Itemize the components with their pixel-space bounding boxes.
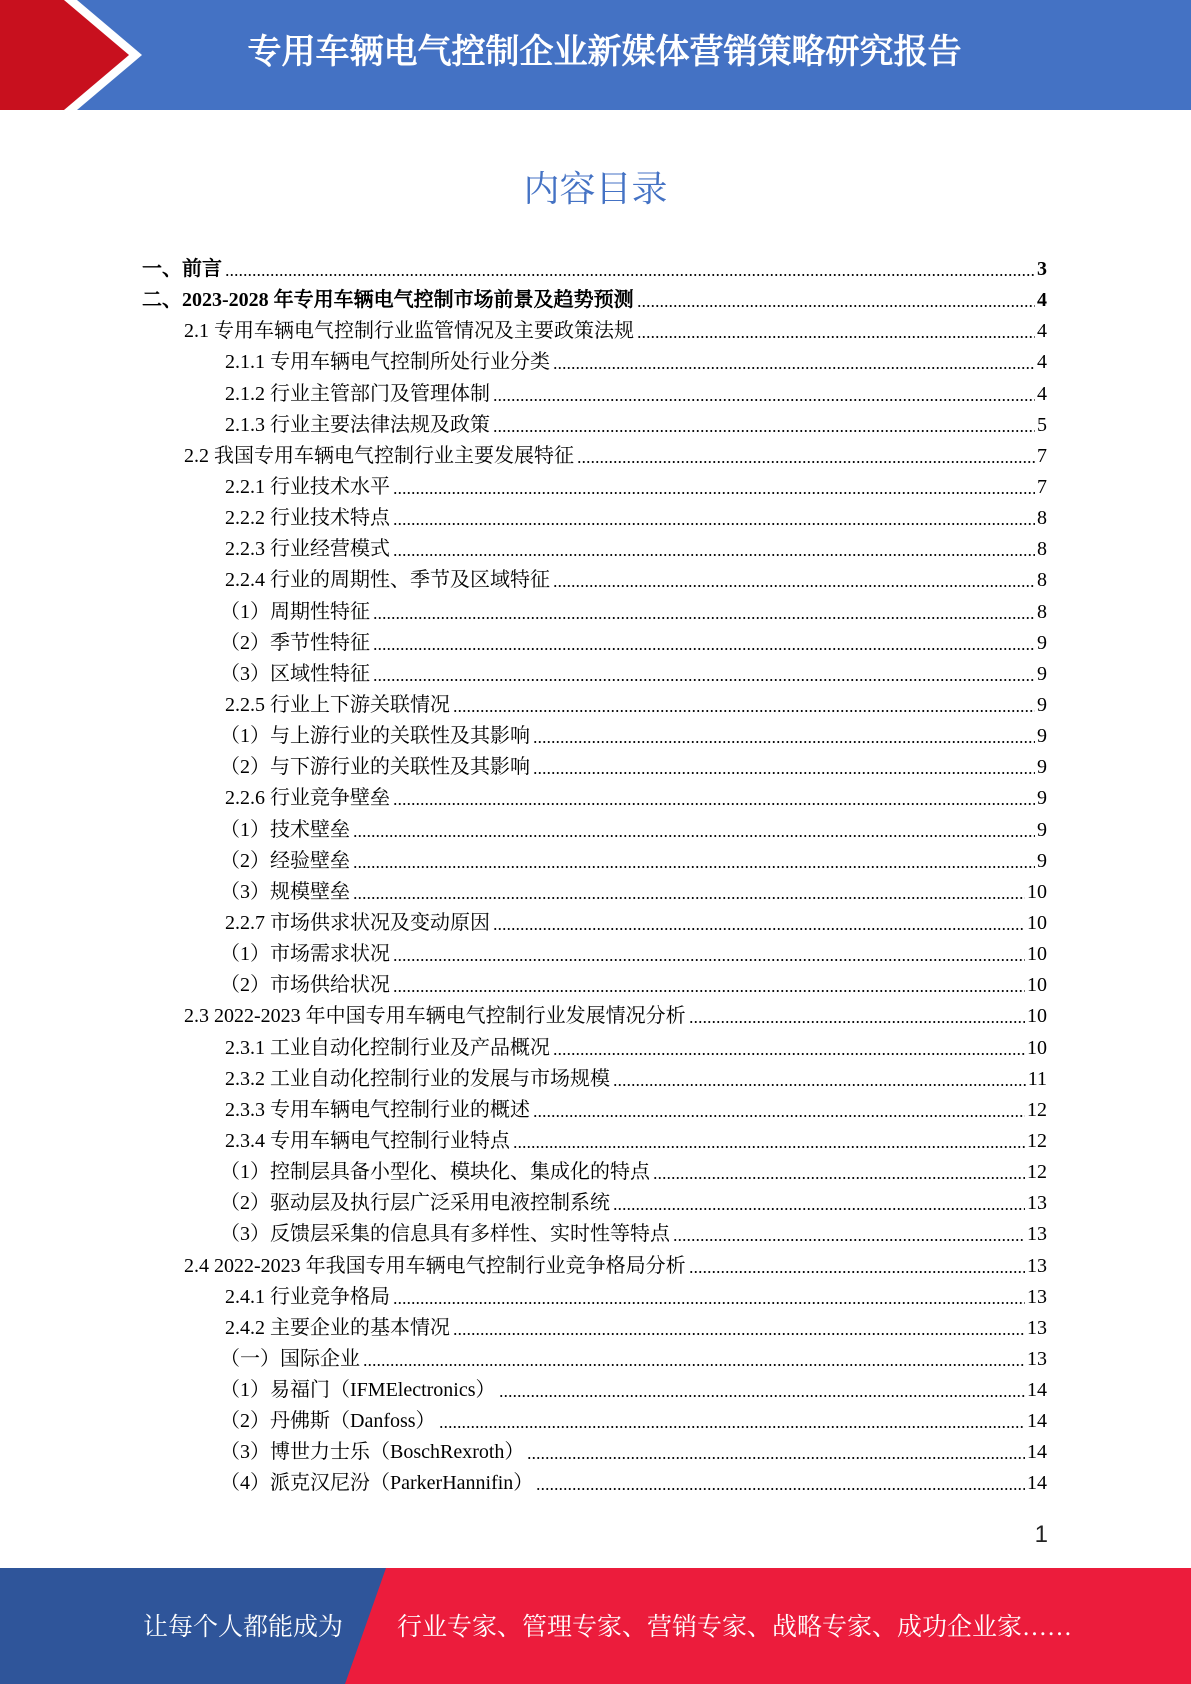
dot-leader (373, 597, 1035, 628)
report-title: 专用车辆电气控制企业新媒体营销策略研究报告 (247, 32, 962, 72)
dot-leader (653, 1157, 1025, 1188)
toc-entry-page: 10 (1027, 943, 1047, 966)
toc-entry[interactable] (142, 846, 1047, 877)
toc-entry-title: （2）季节性特征 (220, 631, 370, 654)
report-header (0, 0, 1191, 110)
toc-entry[interactable] (142, 1126, 1047, 1157)
dot-leader (439, 1406, 1025, 1437)
toc-entry-title: （3）规模壁垒 (220, 880, 350, 903)
dot-leader (513, 1126, 1025, 1157)
dot-leader (527, 1437, 1025, 1468)
toc-entry-page: 9 (1037, 662, 1047, 685)
toc-entry[interactable] (142, 1406, 1047, 1437)
toc-entry-title: （1）易福门（IFMElectronics） (220, 1379, 496, 1402)
toc-entry-page: 9 (1037, 818, 1047, 841)
dot-leader (393, 503, 1035, 534)
dot-leader (553, 347, 1035, 378)
toc-entry[interactable] (142, 534, 1047, 565)
toc-entry[interactable] (142, 565, 1047, 596)
toc-entry-title: 2.2.7 市场供求状况及变动原因 (225, 911, 490, 934)
toc-entry-page: 3 (1037, 258, 1047, 280)
dot-leader (689, 1001, 1025, 1032)
toc-entry-title: （3）反馈层采集的信息具有多样性、实时性等特点 (220, 1223, 670, 1246)
toc-entry-title: （1）市场需求状况 (220, 943, 390, 966)
toc-entry[interactable] (142, 1282, 1047, 1313)
toc-entry[interactable] (142, 908, 1047, 939)
toc-entry[interactable] (142, 379, 1047, 410)
toc-entry-title: （1）周期性特征 (220, 600, 370, 623)
toc-entry-page: 9 (1037, 849, 1047, 872)
toc-entry[interactable] (142, 410, 1047, 441)
toc-entry[interactable] (142, 1313, 1047, 1344)
toc-entry-page: 10 (1027, 974, 1047, 997)
toc-entry[interactable] (142, 1064, 1047, 1095)
toc-entry-page: 13 (1027, 1285, 1047, 1308)
toc-entry[interactable] (142, 1468, 1047, 1499)
dot-leader (393, 534, 1035, 565)
toc-entry[interactable] (142, 877, 1047, 908)
toc-entry[interactable] (142, 285, 1047, 316)
toc-entry-title: （1）与上游行业的关联性及其影响 (220, 725, 530, 748)
dot-leader (613, 1188, 1025, 1219)
toc-entry-title: （2）与下游行业的关联性及其影响 (220, 756, 530, 779)
toc-entry[interactable] (142, 1188, 1047, 1219)
toc-entry-title: 2.4.1 行业竞争格局 (225, 1285, 390, 1308)
toc-entry[interactable] (142, 1001, 1047, 1032)
toc-entry-title: 2.3.2 工业自动化控制行业的发展与市场规模 (225, 1067, 610, 1090)
toc-entry-page: 13 (1027, 1347, 1047, 1370)
dot-leader (613, 1064, 1026, 1095)
toc-entry[interactable] (142, 1344, 1047, 1375)
toc-entry-title: （2）市场供给状况 (220, 974, 390, 997)
toc-entry[interactable] (142, 316, 1047, 347)
dot-leader (453, 690, 1035, 721)
toc-entry-title: 2.3.4 专用车辆电气控制行业特点 (225, 1129, 510, 1152)
dot-leader (393, 939, 1025, 970)
toc-entry-page: 10 (1027, 1036, 1047, 1059)
table-of-contents (142, 254, 1047, 1500)
toc-entry-page: 8 (1037, 600, 1047, 623)
toc-entry-page: 12 (1027, 1161, 1047, 1184)
dot-leader (225, 254, 1035, 285)
toc-entry-page: 8 (1037, 507, 1047, 530)
dot-leader (533, 752, 1035, 783)
toc-entry-page: 14 (1027, 1410, 1047, 1433)
toc-entry-page: 7 (1037, 475, 1047, 498)
toc-entry-title: 2.1.2 行业主管部门及管理体制 (225, 382, 490, 405)
toc-entry[interactable] (142, 347, 1047, 378)
toc-entry-page: 9 (1037, 725, 1047, 748)
toc-entry-title: 2.4 2022-2023 年我国专用车辆电气控制行业竞争格局分析 (184, 1254, 686, 1277)
toc-entry-page: 8 (1037, 538, 1047, 561)
dot-leader (363, 1344, 1025, 1375)
toc-entry[interactable] (142, 752, 1047, 783)
toc-entry-page: 12 (1027, 1129, 1047, 1152)
toc-entry-title: （2）经验壁垒 (220, 849, 350, 872)
toc-entry-page: 13 (1027, 1192, 1047, 1215)
dot-leader (553, 1033, 1025, 1064)
toc-entry-title: （3）区域性特征 (220, 662, 370, 685)
toc-entry-page: 4 (1037, 289, 1047, 312)
footer-slogan-left: 让每个人都能成为 (143, 1614, 344, 1641)
toc-entry[interactable] (142, 441, 1047, 472)
toc-entry-page: 10 (1027, 880, 1047, 903)
toc-entry-title: 2.1.3 行业主要法律法规及政策 (225, 413, 490, 436)
toc-entry-page: 9 (1037, 787, 1047, 810)
toc-entry-title: （2）驱动层及执行层广泛采用电液控制系统 (220, 1192, 610, 1215)
dot-leader (393, 970, 1025, 1001)
toc-entry-title: （1）技术壁垒 (220, 818, 350, 841)
toc-entry-title: 2.2.5 行业上下游关联情况 (225, 693, 450, 716)
toc-entry-page: 14 (1027, 1441, 1047, 1464)
toc-entry[interactable] (142, 690, 1047, 721)
toc-heading: 内容目录 (523, 169, 668, 210)
toc-entry[interactable] (142, 1095, 1047, 1126)
toc-entry-page: 13 (1027, 1223, 1047, 1246)
toc-entry-title: 二、2023-2028 年专用车辆电气控制市场前景及趋势预测 (142, 289, 634, 312)
toc-entry-title: 2.2.6 行业竞争壁垒 (225, 787, 390, 810)
toc-entry[interactable] (142, 1033, 1047, 1064)
toc-entry[interactable] (142, 1251, 1047, 1282)
dot-leader (373, 659, 1035, 690)
dot-leader (533, 1095, 1025, 1126)
dot-leader (393, 783, 1035, 814)
dot-leader (553, 565, 1035, 596)
toc-entry-page: 7 (1037, 444, 1047, 467)
toc-entry-page: 14 (1027, 1379, 1047, 1402)
toc-entry-page: 5 (1037, 413, 1047, 436)
toc-entry-page: 4 (1037, 382, 1047, 405)
dot-leader (499, 1375, 1025, 1406)
toc-entry-title: 2.4.2 主要企业的基本情况 (225, 1316, 450, 1339)
dot-leader (689, 1251, 1025, 1282)
dot-leader (493, 908, 1025, 939)
report-footer (0, 1568, 1191, 1684)
toc-entry[interactable] (142, 721, 1047, 752)
toc-entry-page: 14 (1027, 1472, 1047, 1495)
dot-leader (353, 877, 1025, 908)
dot-leader (637, 316, 1035, 347)
toc-entry-page: 9 (1037, 631, 1047, 654)
toc-entry[interactable] (142, 1375, 1047, 1406)
toc-entry[interactable] (142, 1437, 1047, 1468)
dot-leader (637, 285, 1035, 316)
toc-entry[interactable] (142, 597, 1047, 628)
toc-entry[interactable] (142, 472, 1047, 503)
toc-entry-page: 12 (1027, 1098, 1047, 1121)
toc-entry-page: 9 (1037, 693, 1047, 716)
toc-entry-title: 2.2.2 行业技术特点 (225, 507, 390, 530)
toc-entry-title: （一）国际企业 (220, 1347, 360, 1370)
dot-leader (493, 379, 1035, 410)
toc-entry-page: 11 (1027, 1067, 1047, 1090)
toc-entry[interactable] (142, 1219, 1047, 1250)
dot-leader (453, 1313, 1025, 1344)
toc-entry-title: 一、前言 (142, 258, 222, 280)
toc-entry[interactable] (142, 815, 1047, 846)
toc-entry[interactable] (142, 628, 1047, 659)
toc-entry-page: 10 (1027, 1005, 1047, 1028)
toc-entry-page: 10 (1027, 911, 1047, 934)
dot-leader (393, 1282, 1025, 1313)
toc-entry-title: 2.2 我国专用车辆电气控制行业主要发展特征 (184, 444, 574, 467)
toc-entry-page: 8 (1037, 569, 1047, 592)
toc-entry[interactable] (142, 254, 1047, 285)
dot-leader (393, 472, 1035, 503)
dot-leader (353, 846, 1035, 877)
toc-entry-page: 9 (1037, 756, 1047, 779)
toc-entry-title: 2.1 专用车辆电气控制行业监管情况及主要政策法规 (184, 320, 634, 343)
toc-entry[interactable] (142, 659, 1047, 690)
toc-entry[interactable] (142, 970, 1047, 1001)
dot-leader (373, 628, 1035, 659)
dot-leader (353, 815, 1035, 846)
toc-entry-page: 4 (1037, 320, 1047, 343)
toc-entry-title: 2.2.4 行业的周期性、季节及区域特征 (225, 569, 550, 592)
toc-entry-title: （4）派克汉尼汾（ParkerHannifin） (220, 1472, 534, 1495)
toc-entry-title: 2.3.1 工业自动化控制行业及产品概况 (225, 1036, 550, 1059)
dot-leader (673, 1219, 1025, 1250)
toc-entry-page: 13 (1027, 1254, 1047, 1277)
toc-entry-title: 2.1.1 专用车辆电气控制所处行业分类 (225, 351, 550, 374)
toc-entry-page: 13 (1027, 1316, 1047, 1339)
footer-slogan-right: 行业专家、管理专家、营销专家、战略专家、成功企业家…… (397, 1614, 1073, 1641)
toc-entry[interactable] (142, 503, 1047, 534)
dot-leader (493, 410, 1035, 441)
dot-leader (536, 1468, 1025, 1499)
toc-entry[interactable] (142, 939, 1047, 970)
dot-leader (533, 721, 1035, 752)
toc-entry-title: （2）丹佛斯（Danfoss） (220, 1410, 436, 1433)
toc-entry-title: （1）控制层具备小型化、模块化、集成化的特点 (220, 1161, 650, 1184)
toc-entry-page: 4 (1037, 351, 1047, 374)
toc-entry[interactable] (142, 1157, 1047, 1188)
toc-entry-title: 2.3 2022-2023 年中国专用车辆电气控制行业发展情况分析 (184, 1005, 686, 1028)
toc-entry-title: 2.3.3 专用车辆电气控制行业的概述 (225, 1098, 530, 1121)
page-number: 1 (1034, 1521, 1048, 1548)
toc-entry-title: （3）博世力士乐（BoschRexroth） (220, 1441, 525, 1464)
toc-entry[interactable] (142, 783, 1047, 814)
dot-leader (577, 441, 1035, 472)
toc-entry-title: 2.2.3 行业经营模式 (225, 538, 390, 561)
toc-entry-title: 2.2.1 行业技术水平 (225, 475, 390, 498)
